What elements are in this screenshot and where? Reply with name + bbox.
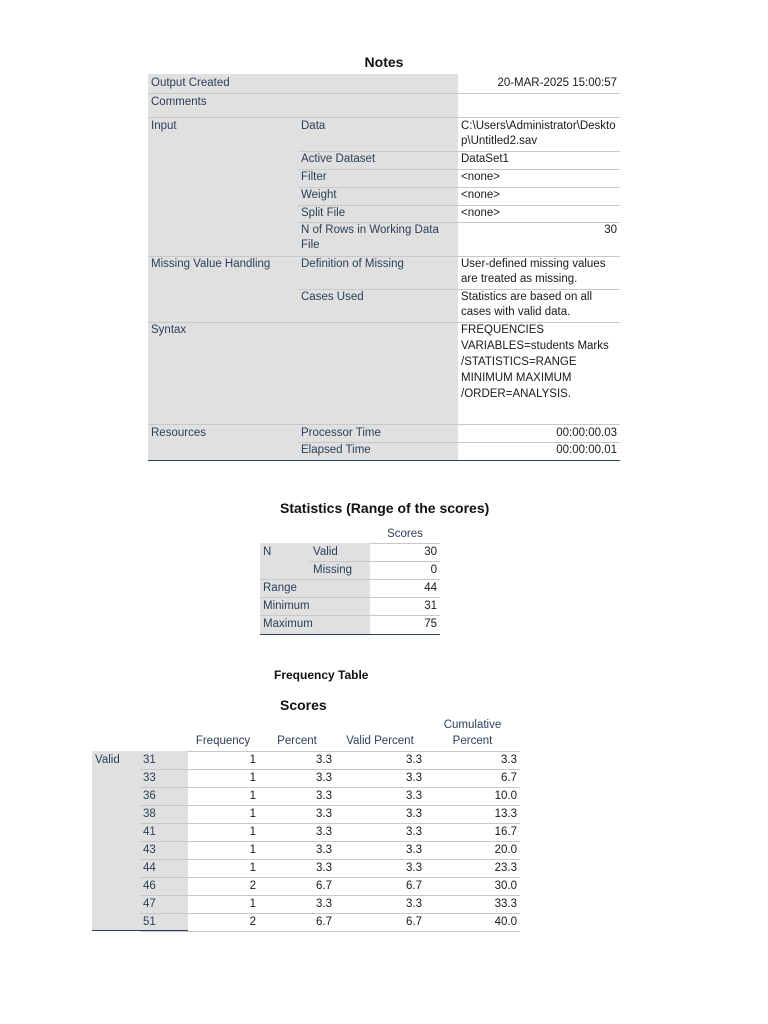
- valid-percent-value: 3.3: [406, 844, 422, 856]
- filter-value: <none>: [461, 171, 501, 183]
- syntax-line: /ORDER=ANALYSIS.: [461, 388, 572, 400]
- percent-value: 3.3: [316, 808, 332, 820]
- percent-value: 3.3: [316, 790, 332, 802]
- percent-value: 3.3: [316, 844, 332, 856]
- frequency-value: 2: [249, 916, 256, 928]
- row-divider: [140, 931, 520, 932]
- syntax-line: FREQUENCIES: [461, 324, 545, 336]
- processor-time-value: 00:00:00.03: [556, 427, 617, 439]
- score-value: 33: [143, 772, 156, 784]
- percent-value: 3.3: [316, 754, 332, 766]
- score-value: 44: [143, 862, 156, 874]
- syntax-line: VARIABLES=students Marks: [461, 340, 609, 352]
- range-label: Range: [263, 582, 297, 594]
- score-value: 38: [143, 808, 156, 820]
- percent-value: 3.3: [316, 826, 332, 838]
- missing-handling-label: Missing Value Handling: [151, 258, 271, 270]
- frequency-value: 1: [249, 898, 256, 910]
- cumulative-value: 3.3: [501, 754, 517, 766]
- syntax-line: MINIMUM MAXIMUM: [461, 372, 572, 384]
- minimum-label: Minimum: [263, 600, 310, 612]
- missing-value: 0: [430, 564, 437, 576]
- active-dataset-value: DataSet1: [461, 153, 509, 165]
- frequency-value: 1: [249, 754, 256, 766]
- valid-percent-value: 6.7: [406, 880, 422, 892]
- input-label: Input: [151, 120, 177, 132]
- cumulative-value: 6.7: [501, 772, 517, 784]
- cases-used-value-line1: Statistics are based on all: [461, 291, 593, 303]
- missing-label: Missing: [313, 564, 352, 576]
- score-value: 51: [143, 916, 156, 928]
- frequency-value: 1: [249, 862, 256, 874]
- valid-group-label: Valid: [95, 754, 120, 766]
- valid-label: Valid: [313, 546, 338, 558]
- elapsed-time-label: Elapsed Time: [301, 444, 371, 456]
- score-value: 43: [143, 844, 156, 856]
- split-file-value: <none>: [461, 207, 501, 219]
- notes-table: [148, 74, 620, 461]
- valid-value: 30: [424, 546, 437, 558]
- frequency-value: 2: [249, 880, 256, 892]
- cumulative-value: 23.3: [494, 862, 517, 874]
- frequency-heading: Frequency Table: [274, 668, 369, 682]
- frequency-value: 1: [249, 772, 256, 784]
- data-value-line2: p\Untitled2.sav: [461, 135, 538, 147]
- score-value: 47: [143, 898, 156, 910]
- comments-value: [458, 93, 620, 97]
- score-value: 31: [143, 754, 156, 766]
- definition-missing-value-line1: User-defined missing values: [461, 258, 606, 270]
- data-label: Data: [301, 120, 326, 132]
- cumulative-col-header-line1: Cumulative: [443, 719, 502, 731]
- n-rows-label-line2: File: [301, 239, 320, 251]
- valid-percent-value: 3.3: [406, 790, 422, 802]
- score-value: 46: [143, 880, 156, 892]
- valid-percent-col-header: Valid Percent: [346, 735, 414, 747]
- output-created-value: 20-MAR-2025 15:00:57: [497, 77, 617, 89]
- frequency-value: 1: [249, 826, 256, 838]
- definition-missing-label: Definition of Missing: [301, 258, 404, 270]
- cumulative-value: 30.0: [494, 880, 517, 892]
- cumulative-value: 16.7: [494, 826, 517, 838]
- comments-label: Comments: [151, 96, 207, 108]
- maximum-label: Maximum: [263, 618, 313, 630]
- n-label: N: [263, 546, 272, 558]
- minimum-value: 31: [424, 600, 437, 612]
- filter-label: Filter: [301, 171, 327, 183]
- cumulative-value: 33.3: [494, 898, 517, 910]
- frequency-value: 1: [249, 808, 256, 820]
- percent-value: 3.3: [316, 862, 332, 874]
- syntax-label: Syntax: [151, 324, 187, 336]
- statistics-table: [260, 525, 440, 635]
- maximum-value: 75: [424, 618, 437, 630]
- frequency-title: Scores: [280, 697, 327, 713]
- split-file-label: Split File: [301, 207, 346, 219]
- n-rows-label-line1: N of Rows in Working Data: [301, 224, 439, 236]
- output-created-label: Output Created: [151, 77, 230, 89]
- active-dataset-label: Active Dataset: [301, 153, 376, 165]
- valid-percent-value: 3.3: [406, 898, 422, 910]
- processor-time-label: Processor Time: [301, 427, 381, 439]
- cumulative-value: 20.0: [494, 844, 517, 856]
- valid-percent-value: 6.7: [406, 916, 422, 928]
- cumulative-value: 13.3: [494, 808, 517, 820]
- percent-col-header: Percent: [277, 735, 317, 747]
- valid-percent-value: 3.3: [406, 772, 422, 784]
- score-value: 41: [143, 826, 156, 838]
- valid-percent-value: 3.3: [406, 754, 422, 766]
- frequency-col-header: Frequency: [195, 735, 251, 747]
- percent-value: 3.3: [316, 898, 332, 910]
- percent-value: 3.3: [316, 772, 332, 784]
- definition-missing-value-line2: are treated as missing.: [461, 273, 578, 285]
- statistics-title: Statistics (Range of the scores): [280, 500, 490, 516]
- frequency-table: [92, 715, 520, 931]
- scores-column-header: Scores: [387, 528, 423, 540]
- resources-label: Resources: [151, 427, 206, 439]
- cases-used-value-line2: cases with valid data.: [461, 306, 571, 318]
- valid-percent-value: 3.3: [406, 862, 422, 874]
- weight-value: <none>: [461, 189, 501, 201]
- frequency-value: 1: [249, 790, 256, 802]
- valid-percent-value: 3.3: [406, 826, 422, 838]
- cumulative-value: 10.0: [494, 790, 517, 802]
- syntax-line: /STATISTICS=RANGE: [461, 356, 577, 368]
- valid-percent-value: 3.3: [406, 808, 422, 820]
- cumulative-value: 40.0: [494, 916, 517, 928]
- notes-title: Notes: [364, 54, 404, 70]
- data-value-line1: C:\Users\Administrator\Deskto: [461, 120, 616, 132]
- cumulative-col-header-line2: Percent: [452, 735, 493, 747]
- weight-label: Weight: [301, 189, 337, 201]
- percent-value: 6.7: [316, 916, 332, 928]
- frequency-value: 1: [249, 844, 256, 856]
- percent-value: 6.7: [316, 880, 332, 892]
- elapsed-time-value: 00:00:00.01: [556, 444, 617, 456]
- cases-used-label: Cases Used: [301, 291, 364, 303]
- score-value: 36: [143, 790, 156, 802]
- n-rows-value: 30: [604, 224, 617, 236]
- range-value: 44: [424, 582, 437, 594]
